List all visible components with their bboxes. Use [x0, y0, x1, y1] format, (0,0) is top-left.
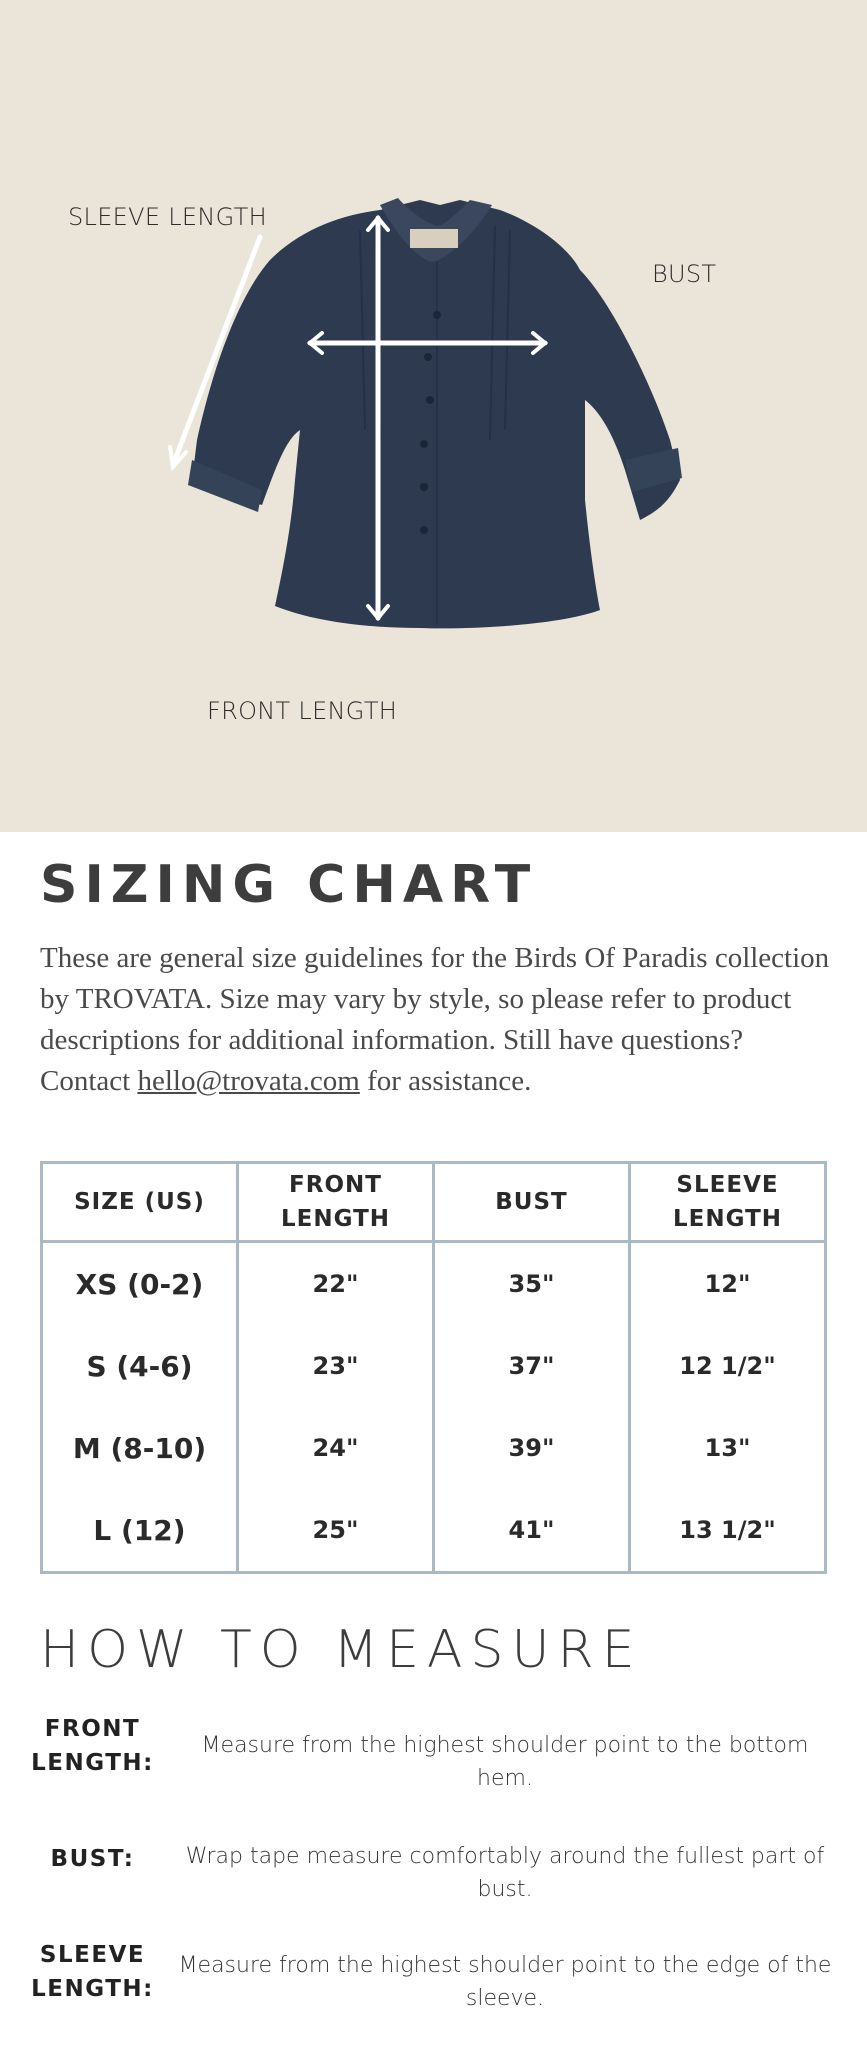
front-length-cell: 25": [238, 1489, 434, 1573]
column-header: SIZE (US): [42, 1163, 238, 1242]
measure-definition: Measure from the highest shoulder point to the edge of the sleeve.: [178, 1953, 832, 2011]
garment-diagram: [0, 0, 867, 832]
bust-cell: 39": [434, 1407, 630, 1489]
how-to-measure-title: HOW TO MEASURE: [40, 1620, 643, 1680]
column-header: FRONT LENGTH: [238, 1163, 434, 1242]
sleeve-length-cell: 12": [630, 1242, 826, 1326]
size-cell: S (4-6): [42, 1325, 238, 1407]
contact-email-link[interactable]: hello@trovata.com: [137, 1065, 360, 1097]
bust-label: BUST: [652, 260, 717, 288]
measure-definition: Wrap tape measure comfortably around the fullest part of bust.: [185, 1844, 825, 1902]
bust-cell: 35": [434, 1242, 630, 1326]
measure-term: SLEEVE LENGTH:: [31, 1942, 154, 2002]
sleeve-length-cell: 13": [630, 1407, 826, 1489]
intro-paragraph: [40, 938, 840, 1102]
measure-term: FRONT LENGTH:: [31, 1716, 154, 1776]
front-length-cell: 24": [238, 1407, 434, 1489]
size-cell: M (8-10): [42, 1407, 238, 1489]
column-header: BUST: [434, 1163, 630, 1242]
label-tag-icon: [410, 229, 458, 248]
table-row: [42, 1325, 826, 1407]
intro-text-end: for assistance.: [359, 1065, 532, 1097]
sizing-chart-title: SIZING CHART: [40, 855, 538, 915]
blouse-illustration: [0, 0, 867, 832]
table-row: [42, 1242, 826, 1326]
table-row: [42, 1489, 826, 1573]
sleeve-length-cell: 12 1/2": [630, 1325, 826, 1407]
size-cell: L (12): [42, 1489, 238, 1573]
table-header-row: [42, 1163, 826, 1242]
measure-term: BUST:: [50, 1846, 135, 1872]
measure-definition: Measure from the highest shoulder point to the bottom hem.: [201, 1733, 809, 1791]
bust-cell: 37": [434, 1325, 630, 1407]
bust-cell: 41": [434, 1489, 630, 1573]
table-row: [42, 1407, 826, 1489]
sleeve-length-cell: 13 1/2": [630, 1489, 826, 1573]
intro-text: These are general size guidelines for the Birds Of Paradis collection by TROVATA. Size may vary by style, so please refer to product descriptions for additional information. Still have questions? Contact: [40, 942, 830, 1097]
size-table: [40, 1161, 827, 1574]
front-length-cell: 23": [238, 1325, 434, 1407]
sleeve-length-label: SLEEVE LENGTH: [68, 203, 267, 231]
front-length-cell: 22": [238, 1242, 434, 1326]
column-header: SLEEVE LENGTH: [630, 1163, 826, 1242]
front-length-label: FRONT LENGTH: [207, 697, 398, 725]
size-cell: XS (0-2): [42, 1242, 238, 1326]
